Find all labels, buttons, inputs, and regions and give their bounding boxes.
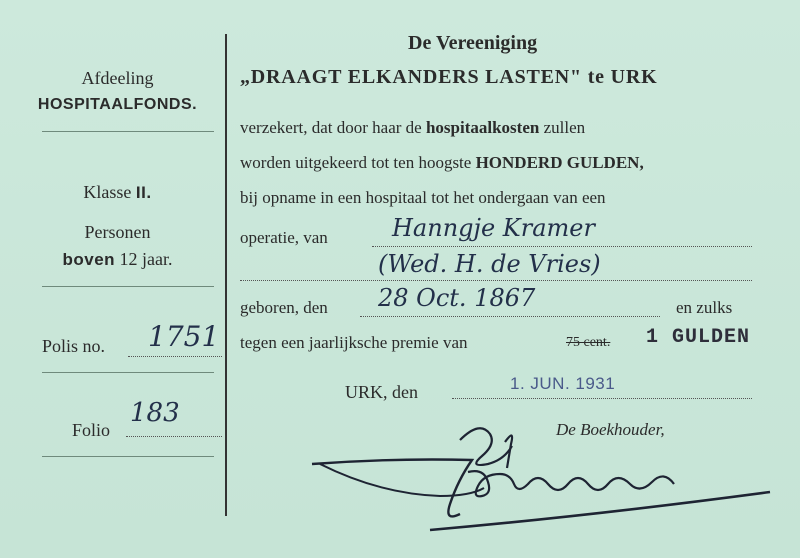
folio-number-handwritten: 183 (130, 398, 180, 428)
birth-label: geboren, den (240, 298, 328, 317)
afdeeling-name: HOSPITAALFONDS. (37, 96, 198, 113)
date-dotted-line (452, 398, 752, 399)
left-column (10, 0, 225, 558)
role-label: De Boekhouder, (556, 420, 665, 439)
folio-label: Folio (72, 420, 111, 440)
body-line-5-end: en zulks (676, 298, 733, 317)
body-line-1 (240, 118, 585, 138)
personen-qualifier-rest: 12 jaar. (119, 249, 173, 269)
polis-label: Polis no. (42, 336, 106, 356)
personen-qualifier-bold: boven (62, 250, 116, 269)
premium-struck: 75 cent. (566, 335, 611, 350)
premium-label: tegen een jaarlijksche premie van (240, 333, 468, 352)
column-divider (225, 34, 227, 516)
polis-number-handwritten: 1751 (148, 320, 220, 353)
body-line-3: bij opname in een hospitaal tot het ondergaan van een (240, 188, 606, 207)
name-dotted-line-2 (240, 280, 752, 281)
name-dotted-line (372, 246, 752, 247)
folio-dotted-line (126, 436, 222, 437)
body-line-2-a: worden uitgekeerd tot ten hoogste (240, 153, 472, 172)
date-stamp: 1. JUN. 1931 (510, 374, 616, 393)
klasse-value: II. (135, 183, 152, 202)
header-line-1: De Vereeniging (408, 32, 538, 54)
header-line-2: „DRAAGT ELKANDERS LASTEN" te URK (240, 66, 658, 88)
place-label: URK, den (345, 382, 418, 402)
personen-label: Personen (84, 222, 151, 242)
body-line-1-c: zullen (543, 118, 586, 137)
body-line-1-a: verzekert, dat door haar de (240, 118, 422, 137)
birth-dotted-line (360, 316, 660, 317)
name-handwritten-2: (Wed. H. de Vries) (378, 250, 601, 278)
body-line-2 (240, 153, 644, 173)
body-line-4-label: operatie, van (240, 228, 328, 247)
body-line-1-bold: hospitaalkosten (425, 118, 540, 137)
klasse-label: Klasse (83, 182, 132, 202)
afdeeling-label: Afdeeling (81, 68, 154, 88)
divider-1 (42, 131, 214, 132)
divider-3 (42, 372, 214, 373)
signature-image (300, 412, 780, 542)
name-handwritten: Hanngje Kramer (392, 214, 595, 242)
premium-stamp: 1 GULDEN (646, 326, 751, 349)
birth-date-handwritten: 28 Oct. 1867 (378, 284, 536, 312)
divider-4 (42, 456, 214, 457)
personen-qualifier (10, 249, 225, 270)
polis-dotted-line (128, 356, 222, 357)
body-line-2-bold: HONDERD GULDEN, (475, 153, 644, 172)
klasse-row (10, 182, 225, 203)
divider-2 (42, 286, 214, 287)
